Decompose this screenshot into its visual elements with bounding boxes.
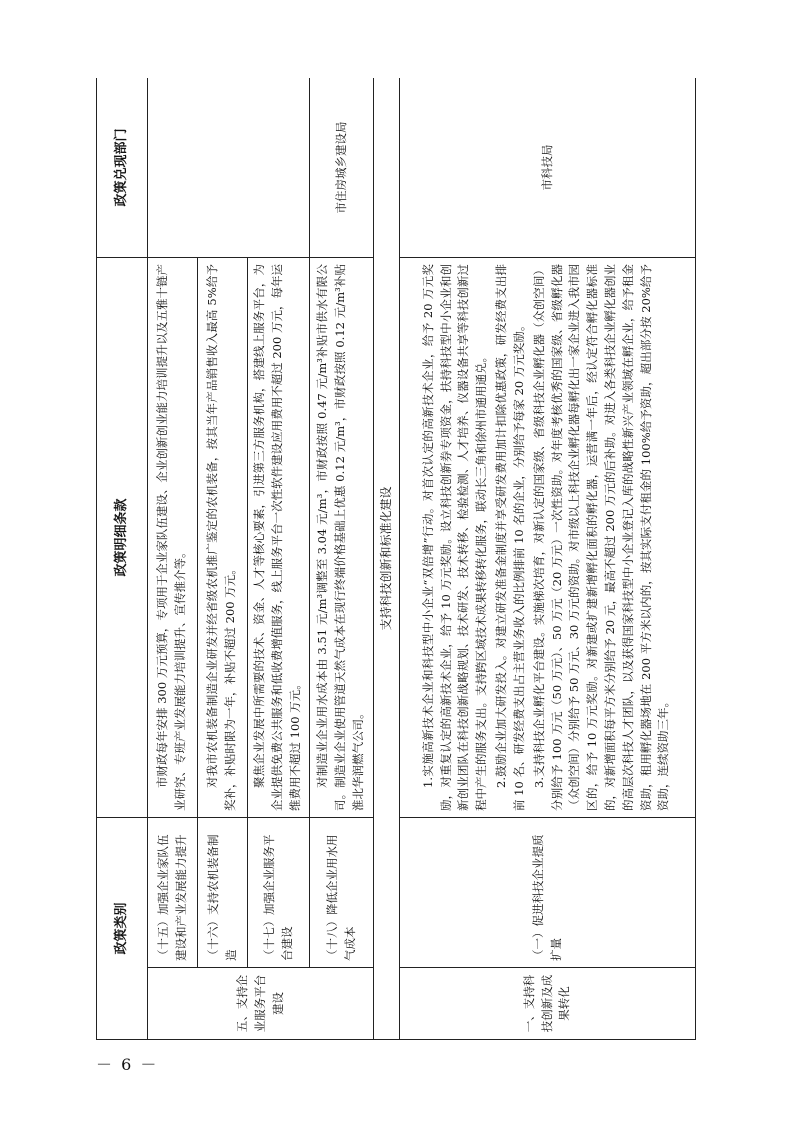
policy-detail <box>198 257 248 817</box>
group1-label: 一、支持科技创新及成果转化 <box>400 968 696 1040</box>
section-title-row <box>374 78 400 1040</box>
detail-text: 聚焦企业发展中所需要的技术、资金、人才等核心要素，引进第三方服务机构，搭建线上服务平台，为企业提供免费公共服务和低收费增值服务，线上服务平台一次性软件建设应用费用不超过 200 万元，每年运维费用不超过 100 万元。 <box>252 263 302 811</box>
header-department: 政策兑现部门 <box>97 78 148 257</box>
table-row <box>400 78 696 1040</box>
detail-text: 市财政每年安排 300 万元预算，专项用于企业家队伍建设、企业创新创业能力培训提升以及五雅十链产业研究、专班产业发展能力培训提升、宣传推介等。 <box>154 263 187 811</box>
policy-subcategory: （十八）降低企业用水用气成本 <box>310 817 374 967</box>
detail-text: 对我市农机装备制造企业研发并经省级农机推广鉴定的农机装备，按其当年产品销售收入最高 5%给予奖补，补贴时限为一年，补贴不超过 200 万元。 <box>204 263 237 811</box>
policy-sheet <box>96 78 696 1040</box>
policy-detail <box>248 257 310 817</box>
policy-detail <box>400 257 696 817</box>
policy-subcategory: （十五）加强企业家队伍建设和产业发展能力提升 <box>148 817 198 967</box>
group5-label: 五、支持企业服务平台建设 <box>148 968 374 1040</box>
rotated-table-frame <box>96 78 696 1040</box>
policy-table <box>96 78 696 1040</box>
detail-paragraph-1: 1.实施高新技术企业和科技型中小企业“双倍增”行动。对首次认定的高新技术企业，给予 20 万元奖励，对重复认定的高新技术企业，给予 10 万元奖励。设立科技创新券专项资金，扶持科技型中小企业和创新创业团队在科技创新战略规划、技术研发、技术转移、检验检测、人才培养、仪器设备共享等科技创新过程中产生的服务支出。支持跨区域技术成果转移转化服务，联动长三角和徐州市通用通兑。 <box>420 263 489 811</box>
department-name: 市住房城乡建设局 <box>310 78 374 257</box>
detail-paragraph-3: 3.支持科技企业孵化平台建设。实施梯次培育，对新认定的国家级、省级科技企业孵化器（众创空间）分别给予 100 万元（50 万元）、50 万元（20 万元）一次性资助。对年度考核优秀的国家级、省级孵化器（众创空间）分别给予 50 万元、30 万元的资助。对市级以上科技企业孵化器每孵化出一家企业进入我市园区的，给予 10 万元奖励。对新建或扩建新增孵化面积的孵化器，运营满一年后，经认定符合孵化器标准的，对新增面积每平方米分别给予 20 元，最高不超过 200 万元的后补助。对进入各类科技企业孵化器创业的高层次科技人才团队，以及获得国家科技型中小企业登记入库的战略性新兴产业领域在孵企业，给予租金资助，租用孵化器场地在 200 平方米以内的，按其实际支付租金的 100%给予资助，超出部分按 20%给予资助，连续资助三年。 <box>531 263 671 811</box>
policy-subcategory: （十六）支持农机装备制造 <box>198 817 248 967</box>
header-category: 政策类别 <box>97 817 148 1039</box>
page-number: － 6 － <box>96 1055 159 1074</box>
section-title: 支持科技创新和标准化建设 <box>374 78 400 1040</box>
policy-subcategory: （十七）加强企业服务平台建设 <box>248 817 310 967</box>
table-header-row <box>97 78 148 1040</box>
table-row <box>148 78 198 1040</box>
department-name: 市科技局 <box>400 78 696 257</box>
department-cell-empty <box>148 78 310 257</box>
policy-detail <box>148 257 198 817</box>
detail-paragraph-2: 2.鼓励企业加大研发投入。对建立研发准备金制度并享受研发费用加计扣除优惠政策，研发经费支出排前 10 名、研发经费支出占主营业务收入的比例排前 10 名的企业，分别给予每家 20 万元奖励。 <box>494 263 526 811</box>
policy-subcategory: （一）促进科技企业提质扩量 <box>400 817 696 967</box>
header-detail: 政策明细条款 <box>97 257 148 817</box>
detail-text: 对制造业企业用水成本由 3.51 元/m³调整至 3.04 元/m³，市财政按照 0.47 元/m³补贴市供水有限公司。制造业企业使用管道天然气成本在现行终端价格基础上优惠 0.12 元/m³，市财政按照 0.12 元/m³补贴淮北华润燃气公司。 <box>315 263 365 811</box>
policy-detail <box>310 257 374 817</box>
table-row <box>310 78 374 1040</box>
